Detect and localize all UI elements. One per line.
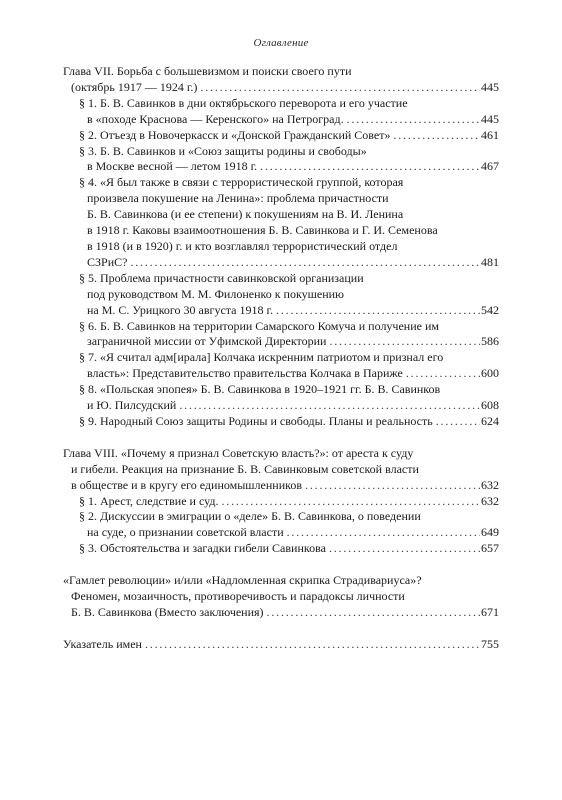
dot-leader xyxy=(329,541,480,557)
toc-entry xyxy=(63,128,499,144)
page-number: 542 xyxy=(481,302,499,317)
toc-entry-line: § 4. «Я был также в связи с террористической группой, которая xyxy=(79,175,404,190)
toc-entry-line xyxy=(63,478,499,494)
toc-entry-line xyxy=(63,605,499,621)
toc-entry-line: и гибели. Реакция на признание Б. В. Савинковым советской власти xyxy=(71,461,419,476)
dot-leader xyxy=(393,128,480,144)
toc-entry-line xyxy=(79,541,499,557)
toc-entry-line: § 5. Проблема причастности савинковской организации xyxy=(79,270,364,285)
toc-entry-text: § 3. Обстоятельства и загадки гибели Савинкова xyxy=(79,541,326,556)
toc-entry-text: власть»: Представительство правительства Колчака в Париже xyxy=(87,366,403,381)
page-number: 461 xyxy=(481,127,499,142)
toc-entry-text: на М. С. Урицкого 30 августа 1918 г. xyxy=(87,302,274,317)
toc-entry-text: Указатель имен xyxy=(63,636,142,651)
toc-entry-line: под руководством М. М. Филоненко к покушению xyxy=(87,286,345,301)
dot-leader xyxy=(145,637,480,653)
toc-entry-text: заграничной миссии от Уфимской Директории xyxy=(87,334,327,349)
toc-entry xyxy=(63,494,499,510)
toc-entry-text: в обществе и в кругу его единомышленников xyxy=(71,477,303,492)
toc-entry-line: § 3. Б. В. Савинков и «Союз защиты родины и свободы» xyxy=(79,143,367,158)
dot-leader xyxy=(436,414,480,430)
toc-entry-text: § 1. Арест, следствие и суд. xyxy=(79,493,219,508)
toc-entry-line xyxy=(79,525,499,541)
toc-entry-text: на суде, о признании советской власти xyxy=(87,525,284,540)
toc-entry-text: СЗРиС? xyxy=(87,254,128,269)
toc-entry-text: § 2. Отъезд в Новочеркасск и «Донской Гражданский Совет» xyxy=(79,127,391,142)
page-number: 657 xyxy=(481,541,499,556)
page-number: 445 xyxy=(481,111,499,126)
page-number: 632 xyxy=(481,493,499,508)
page-number: 624 xyxy=(481,413,499,428)
toc-entry-line: § 6. Б. В. Савинков на территории Самарского Комуча и получение им xyxy=(79,318,439,333)
toc-entry-line: Феномен, мозаичность, противоречивость и парадоксы личности xyxy=(71,589,405,604)
toc-entry-text: в «походе Краснова — Керенского» на Петроград. xyxy=(87,111,344,126)
toc-entry-line: Б. В. Савинкова (и ее степени) к покушениям на В. И. Ленина xyxy=(87,207,404,222)
table-of-contents xyxy=(63,64,499,653)
toc-entry-text: § 9. Народный Союз защиты Родины и свободы. Планы и реальность xyxy=(79,413,433,428)
toc-entry xyxy=(63,144,499,176)
page-number: 600 xyxy=(481,366,499,381)
toc-entry-line: § 8. «Польская эпопея» Б. В. Савинкова в 1920–1921 гг. Б. В. Савинков xyxy=(79,382,441,397)
toc-entry-line: произвела покушение на Ленина»: проблема причастности xyxy=(87,191,389,206)
dot-leader xyxy=(276,303,480,319)
toc-entry-line xyxy=(63,637,499,653)
toc-entry xyxy=(63,509,499,541)
toc-entry xyxy=(63,382,499,414)
toc-entry-line xyxy=(79,334,499,350)
toc-entry xyxy=(63,319,499,351)
dot-leader xyxy=(329,334,480,350)
toc-entry xyxy=(63,96,499,128)
page-number: 608 xyxy=(481,398,499,413)
toc-entry-text: в Москве весной — летом 1918 г. xyxy=(87,159,258,174)
toc-entry-line xyxy=(79,159,499,175)
toc-entry xyxy=(63,446,499,494)
page-number: 586 xyxy=(481,334,499,349)
toc-entry-line xyxy=(79,398,499,414)
page-number: 445 xyxy=(481,79,499,94)
toc-entry-line xyxy=(63,80,499,96)
toc-entry-line: в 1918 г. Каковы взаимоотношения Б. В. Савинкова и Г. И. Семенова xyxy=(87,223,438,238)
toc-entry-line: «Гамлет революции» и/или «Надломленная скрипка Страдивариуса»? xyxy=(63,573,422,588)
dot-leader xyxy=(287,525,480,541)
running-head: Оглавление xyxy=(253,37,309,49)
toc-entry-line xyxy=(79,366,499,382)
toc-entry-line: § 2. Дискуссии в эмиграции о «деле» Б. В. Савинкова, о поведении xyxy=(79,509,421,524)
toc-entry-line: Глава VII. Борьба с большевизмом и поиски своего пути xyxy=(63,64,352,78)
page-number: 467 xyxy=(481,159,499,174)
toc-entry xyxy=(63,637,499,653)
toc-entry xyxy=(63,541,499,557)
dot-leader xyxy=(260,159,480,175)
toc-entry xyxy=(63,175,499,270)
dot-leader xyxy=(221,494,480,510)
toc-entry-line xyxy=(79,112,499,128)
toc-entry xyxy=(63,64,499,96)
toc-entry-line xyxy=(79,255,499,271)
toc-entry-line xyxy=(79,128,499,144)
page-number: 755 xyxy=(481,636,499,651)
toc-entry-line xyxy=(79,303,499,319)
dot-leader xyxy=(179,398,480,414)
toc-entry-line: в 1918 (и в 1920) г. и кто возглавлял террористический отдел xyxy=(87,238,398,253)
toc-entry-text: Б. В. Савинкова (Вместо заключения) xyxy=(71,605,264,619)
toc-entry xyxy=(63,414,499,430)
toc-entry xyxy=(63,350,499,382)
toc-entry-line: § 7. «Я считал адм[ирала] Колчака искренним патриотом и признал его xyxy=(79,350,444,365)
toc-entry xyxy=(63,573,499,621)
toc-entry xyxy=(63,271,499,319)
toc-entry-text: и Ю. Пилсудский xyxy=(87,398,177,413)
toc-entry-text: (октябрь 1917 — 1924 г.) xyxy=(71,79,198,94)
toc-entry-line xyxy=(79,414,499,430)
page-number: 649 xyxy=(481,525,499,540)
toc-entry-line xyxy=(79,494,499,510)
page-number: 632 xyxy=(481,477,499,492)
dot-leader xyxy=(267,605,480,621)
dot-leader xyxy=(200,80,480,96)
toc-entry-line: Глава VIII. «Почему я признал Советскую власть?»: от ареста к суду xyxy=(63,445,414,460)
dot-leader xyxy=(305,478,480,494)
dot-leader xyxy=(406,366,480,382)
dot-leader xyxy=(130,255,480,271)
page-number: 481 xyxy=(481,254,499,269)
page-number: 671 xyxy=(481,605,499,619)
dot-leader xyxy=(347,112,480,128)
toc-entry-line: § 1. Б. В. Савинков в дни октябрьского переворота и его участие xyxy=(79,95,408,110)
